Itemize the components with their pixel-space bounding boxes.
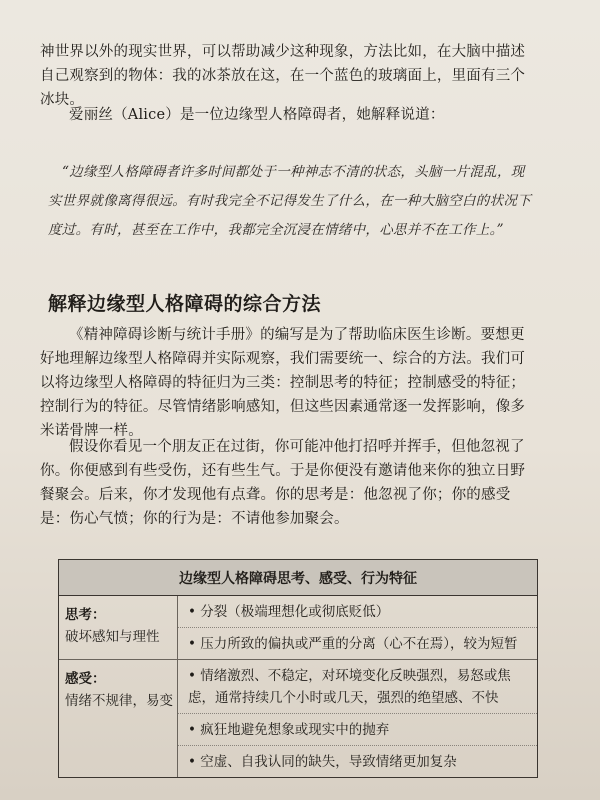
bullet-item: • 压力所致的偏执或严重的分离（心不在焉），较为短暂	[188, 636, 518, 652]
table-title: 边缘型人格障碍思考、感受、行为特征	[59, 560, 537, 596]
table-row-thinking	[59, 596, 537, 660]
bullet-item: • 疯狂地避免想象或现实中的抛弃	[178, 714, 537, 746]
bullet-item: • 分裂（极端理想化或彻底贬低）	[178, 596, 537, 628]
paragraph-4	[40, 435, 532, 531]
category-cell	[59, 596, 178, 659]
paragraph-4-text: 假设你看见一个朋友正在过街，你可能冲他打招呼并挥手，但他忽视了你。你便感到有些受伤，还有些生气。于是你便没有邀请他来你的独立日野餐聚会。后来，你才发现他有点聋。你的思考是：他忽视了你；你的感受是：伤心气愤；你的行为是：不请他参加聚会。	[40, 439, 526, 527]
paragraph-2-text: 爱丽丝（Alice）是一位边缘型人格障碍者，她解释说道：	[69, 107, 445, 123]
category-desc: 情绪不规律，易变	[65, 693, 173, 709]
bullet-list	[178, 660, 537, 777]
section-heading: 解释边缘型人格障碍的综合方法	[48, 293, 322, 315]
paragraph-2	[40, 103, 532, 127]
category-key: 思考：	[65, 607, 106, 623]
paragraph-3	[40, 323, 532, 443]
table-row-feeling	[59, 660, 537, 777]
category-desc: 破坏感知与理性	[65, 629, 160, 645]
bullet-item: • 空虚、自我认同的缺失，导致情绪更加复杂	[188, 754, 457, 770]
quote-text: “边缘型人格障碍者许多时间都处于一种神志不清的状态，头脑一片混乱，现实世界就像离得很远。有时我完全不记得发生了什么，在一种大脑空白的状况下度过。有时，甚至在工作中，我都完全沉浸在情绪中，心思并不在工作上。”	[48, 164, 531, 238]
bullet-list	[178, 596, 537, 659]
traits-table	[58, 559, 538, 778]
category-key: 感受：	[65, 671, 106, 687]
category-cell	[59, 660, 178, 777]
paragraph-3-text: 《精神障碍诊断与统计手册》的编写是为了帮助临床医生诊断。要想更好地理解边缘型人格障碍并实际观察，我们需要统一、综合的方法。我们可以将边缘型人格障碍的特征归为三类：控制思考的特征；控制感受的特征；控制行为的特征。尽管情绪影响感知，但这些因素通常逐一发挥影响，像多米诺骨牌一样。	[40, 327, 526, 439]
bullet-item: • 情绪激烈、不稳定，对环境变化反映强烈，易怒或焦虑，通常持续几个小时或几天，强烈的绝望感、不快	[178, 660, 537, 714]
paragraph-1	[40, 40, 532, 112]
alice-quote	[48, 158, 538, 245]
paragraph-1-text: 神世界以外的现实世界，可以帮助减少这种现象，方法比如，在大脑中描述自己观察到的物体：我的冰茶放在这，在一个蓝色的玻璃面上，里面有三个冰块。	[40, 44, 526, 108]
